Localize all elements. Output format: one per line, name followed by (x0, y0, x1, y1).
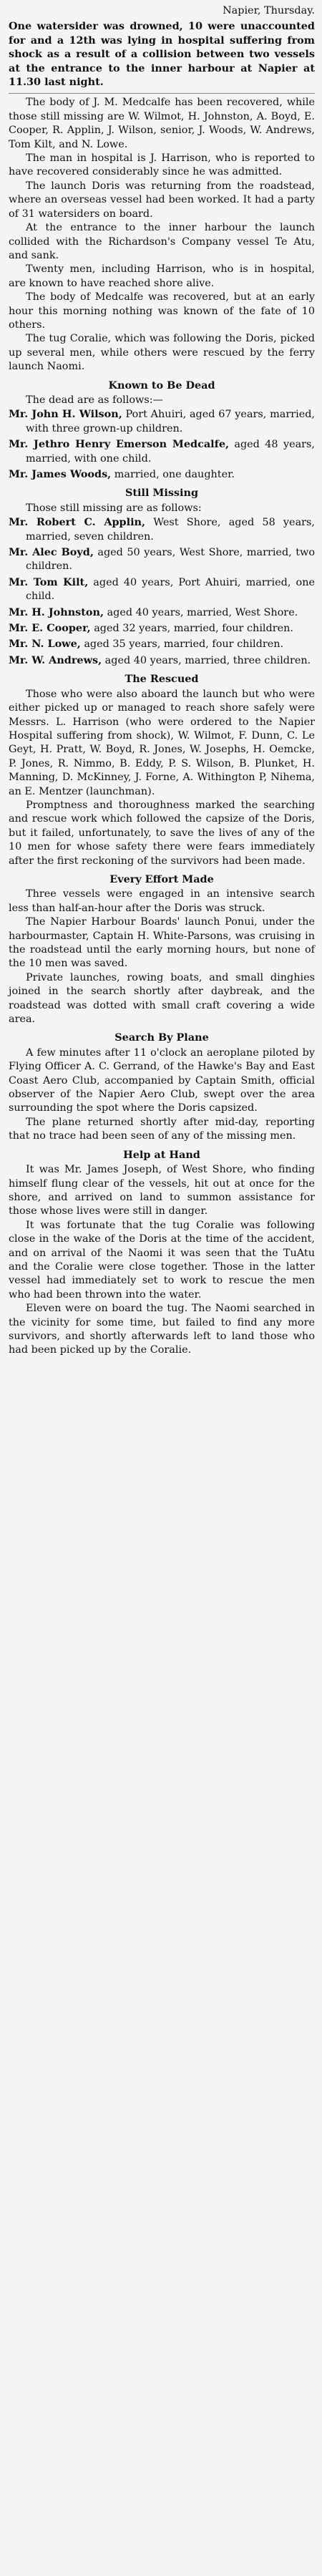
body-paragraph: The body of Medcalfe was recovered, but at an early hour this morning nothing was known of the fate of 10 others. (9, 291, 315, 331)
missing-entry (9, 515, 315, 544)
person-name: Mr. W. Andrews, (9, 653, 102, 666)
missing-entry (9, 653, 315, 668)
section-intro: Those still missing are as follows: (26, 502, 202, 514)
body-paragraph: Twenty men, including Harrison, who is in hospital, are known to have reached shore alive. (9, 263, 315, 289)
person-name: Mr. H. Johnston, (9, 606, 104, 618)
body-paragraph: Promptness and thoroughness marked the searching and rescue work which followed the capsize of the Doris, but it failed, unfortunately, to save the lives of any of the 10 men for whose safety there were fears immediately after the first reckoning of the survivors had been made. (9, 799, 315, 867)
body-paragraph: The plane returned shortly after mid-day, reporting that no trace had been seen of any of the missing men. (9, 1116, 315, 1142)
person-details: aged 48 years, married, with one child. (26, 439, 316, 465)
body-paragraph: Those who were also aboard the launch but who were either picked up or managed to reach shore safely were Messrs. L. Harrison (who were ordered to the Napier Hospital suffering from shock), W. Wilmot, F. Dunn, C. Le Geyt, H. Pratt, W. Boyd, R. Jones, W. Josephs, H. Oemcke, P. Jones, R. Nimmo, B. Eddy, P. S. Wilson, B. Plunket, H. Manning, D. McKinney, J. Forne, A. Withington P, Nihema, an E. Mentzer (launchman). (9, 688, 315, 797)
person-details: aged 50 years, West Shore, married, two children. (26, 547, 316, 573)
person-name: Mr. James Woods, (9, 468, 112, 480)
body-paragraph: The launch Doris was returning from the roadstead, where an overseas vessel had been worked. It had a party of 31 watersiders on board. (9, 180, 315, 220)
help-section (9, 1148, 315, 1358)
person-name: Mr. Tom Kilt, (9, 575, 89, 588)
person-details: married, one daughter. (114, 469, 235, 480)
section-heading: Every Effort Made (109, 873, 214, 885)
section-heading: Known to Be Dead (108, 379, 215, 392)
section-heading: Help at Hand (123, 1148, 200, 1161)
body-paragraph: The body of J. M. Medcalfe has been recovered, while those still missing are W. Wilmot, H. Johnston, A. Boyd, E. Cooper, R. Applin, J. Wilson, senior, J. Woods, W. Andrews, Tom Kilt, and N. Lowe. (9, 97, 315, 150)
intro-section (9, 96, 315, 374)
missing-entry (9, 621, 315, 636)
dead-section (9, 379, 315, 482)
person-details: Port Ahuiri, aged 67 years, married, with three grown-up children. (26, 409, 316, 434)
body-paragraph: A few minutes after 11 o'clock an aeroplane piloted by Flying Officer A. C. Gerrand, of the Hawke's Bay and East Coast Aero Club, accompanied by Captain Smith, official observer of the Napier Aero Club, swept over the area surrounding the spot where the Doris capsized. (9, 1046, 315, 1114)
missing-entry (9, 545, 315, 574)
plane-section (9, 1031, 315, 1143)
dateline: Napier, Thursday. (223, 5, 315, 16)
person-name: Mr. Alec Boyd, (9, 546, 94, 559)
person-name: Mr. John H. Wilson, (9, 408, 122, 421)
person-name: Mr. E. Cooper, (9, 622, 91, 635)
body-paragraph: Eleven were on board the tug. The Naomi searched in the vicinity for some time, but failed to find any more survivors, and shortly afterwards left to land those who had been picked up by the Coralie. (9, 1303, 315, 1356)
rescued-section (9, 672, 315, 868)
body-paragraph: The man in hospital is J. Harrison, who is reported to have recovered considerably since he was admitted. (9, 152, 315, 178)
dead-entry (9, 407, 315, 436)
dead-entry (9, 437, 315, 466)
section-heading: Still Missing (125, 487, 199, 500)
body-paragraph: It was fortunate that the tug Coralie was following close in the wake of the Doris at the time of the accident, and on arrival of the Naomi it was seen that the TuAtu and the Coralie were close together. Those in the latter vessel had immediately set to work to rescue the men who had been thrown into the water. (9, 1219, 315, 1301)
body-paragraph: Private launches, rowing boats, and small dinghies joined in the search shortly after daybreak, and the roadstead was dotted with small craft covering a wide area. (9, 971, 315, 1026)
effort-section (9, 873, 315, 1026)
missing-entry (9, 637, 315, 651)
person-details: aged 35 years, married, four children. (84, 638, 284, 651)
person-details: aged 40 years, married, three children. (104, 654, 311, 666)
lead-paragraph: One watersider was drowned, 10 were unaccounted for and a 12th was lying in hospital suffering from shock as a result of a collision between two vessels at the entrance to the inner harbour at Napier at 11.30 last night. (9, 20, 315, 89)
person-name: Mr. Jethro Henry Emerson Medcalfe, (9, 438, 229, 451)
person-details: aged 40 years, married, West Shore. (107, 606, 298, 618)
person-name: Mr. Robert C. Applin, (9, 516, 146, 529)
person-details: aged 32 years, married, four children. (94, 623, 293, 635)
section-heading: Search By Plane (114, 1031, 209, 1044)
body-paragraph: Three vessels were engaged in an intensive search less than half-an-hour after the Doris was struck. (9, 888, 315, 914)
body-paragraph: It was Mr. James Joseph, of West Shore, who finding himself flung clear of the vessels, hit out at once for the shore, and arrived on land to summon assistance for those whose lives were still in danger. (9, 1164, 315, 1217)
missing-section (9, 486, 315, 668)
section-intro: The dead are as follows:— (26, 394, 163, 406)
person-name: Mr. N. Lowe, (9, 638, 81, 651)
body-paragraph: The tug Coralie, which was following the Doris, picked up several men, while others were rescued by the ferry launch Naomi. (9, 333, 315, 373)
section-heading: The Rescued (125, 673, 199, 686)
person-details: aged 40 years, Port Ahuiri, married, one child. (26, 576, 315, 603)
missing-entry (9, 575, 315, 604)
divider (9, 93, 315, 94)
body-paragraph: The Napier Harbour Boards' launch Ponui, under the harbourmaster, Captain H. White-Parsons, was cruising in the roadstead until the early morning hours, but none of the 10 men was saved. (9, 916, 315, 970)
dead-entry (9, 467, 315, 482)
missing-entry (9, 606, 315, 620)
body-paragraph: At the entrance to the inner harbour the launch collided with the Richardson's Company vessel Te Atu, and sank. (9, 222, 315, 261)
person-details: West Shore, aged 58 years, married, seven children. (26, 517, 315, 543)
